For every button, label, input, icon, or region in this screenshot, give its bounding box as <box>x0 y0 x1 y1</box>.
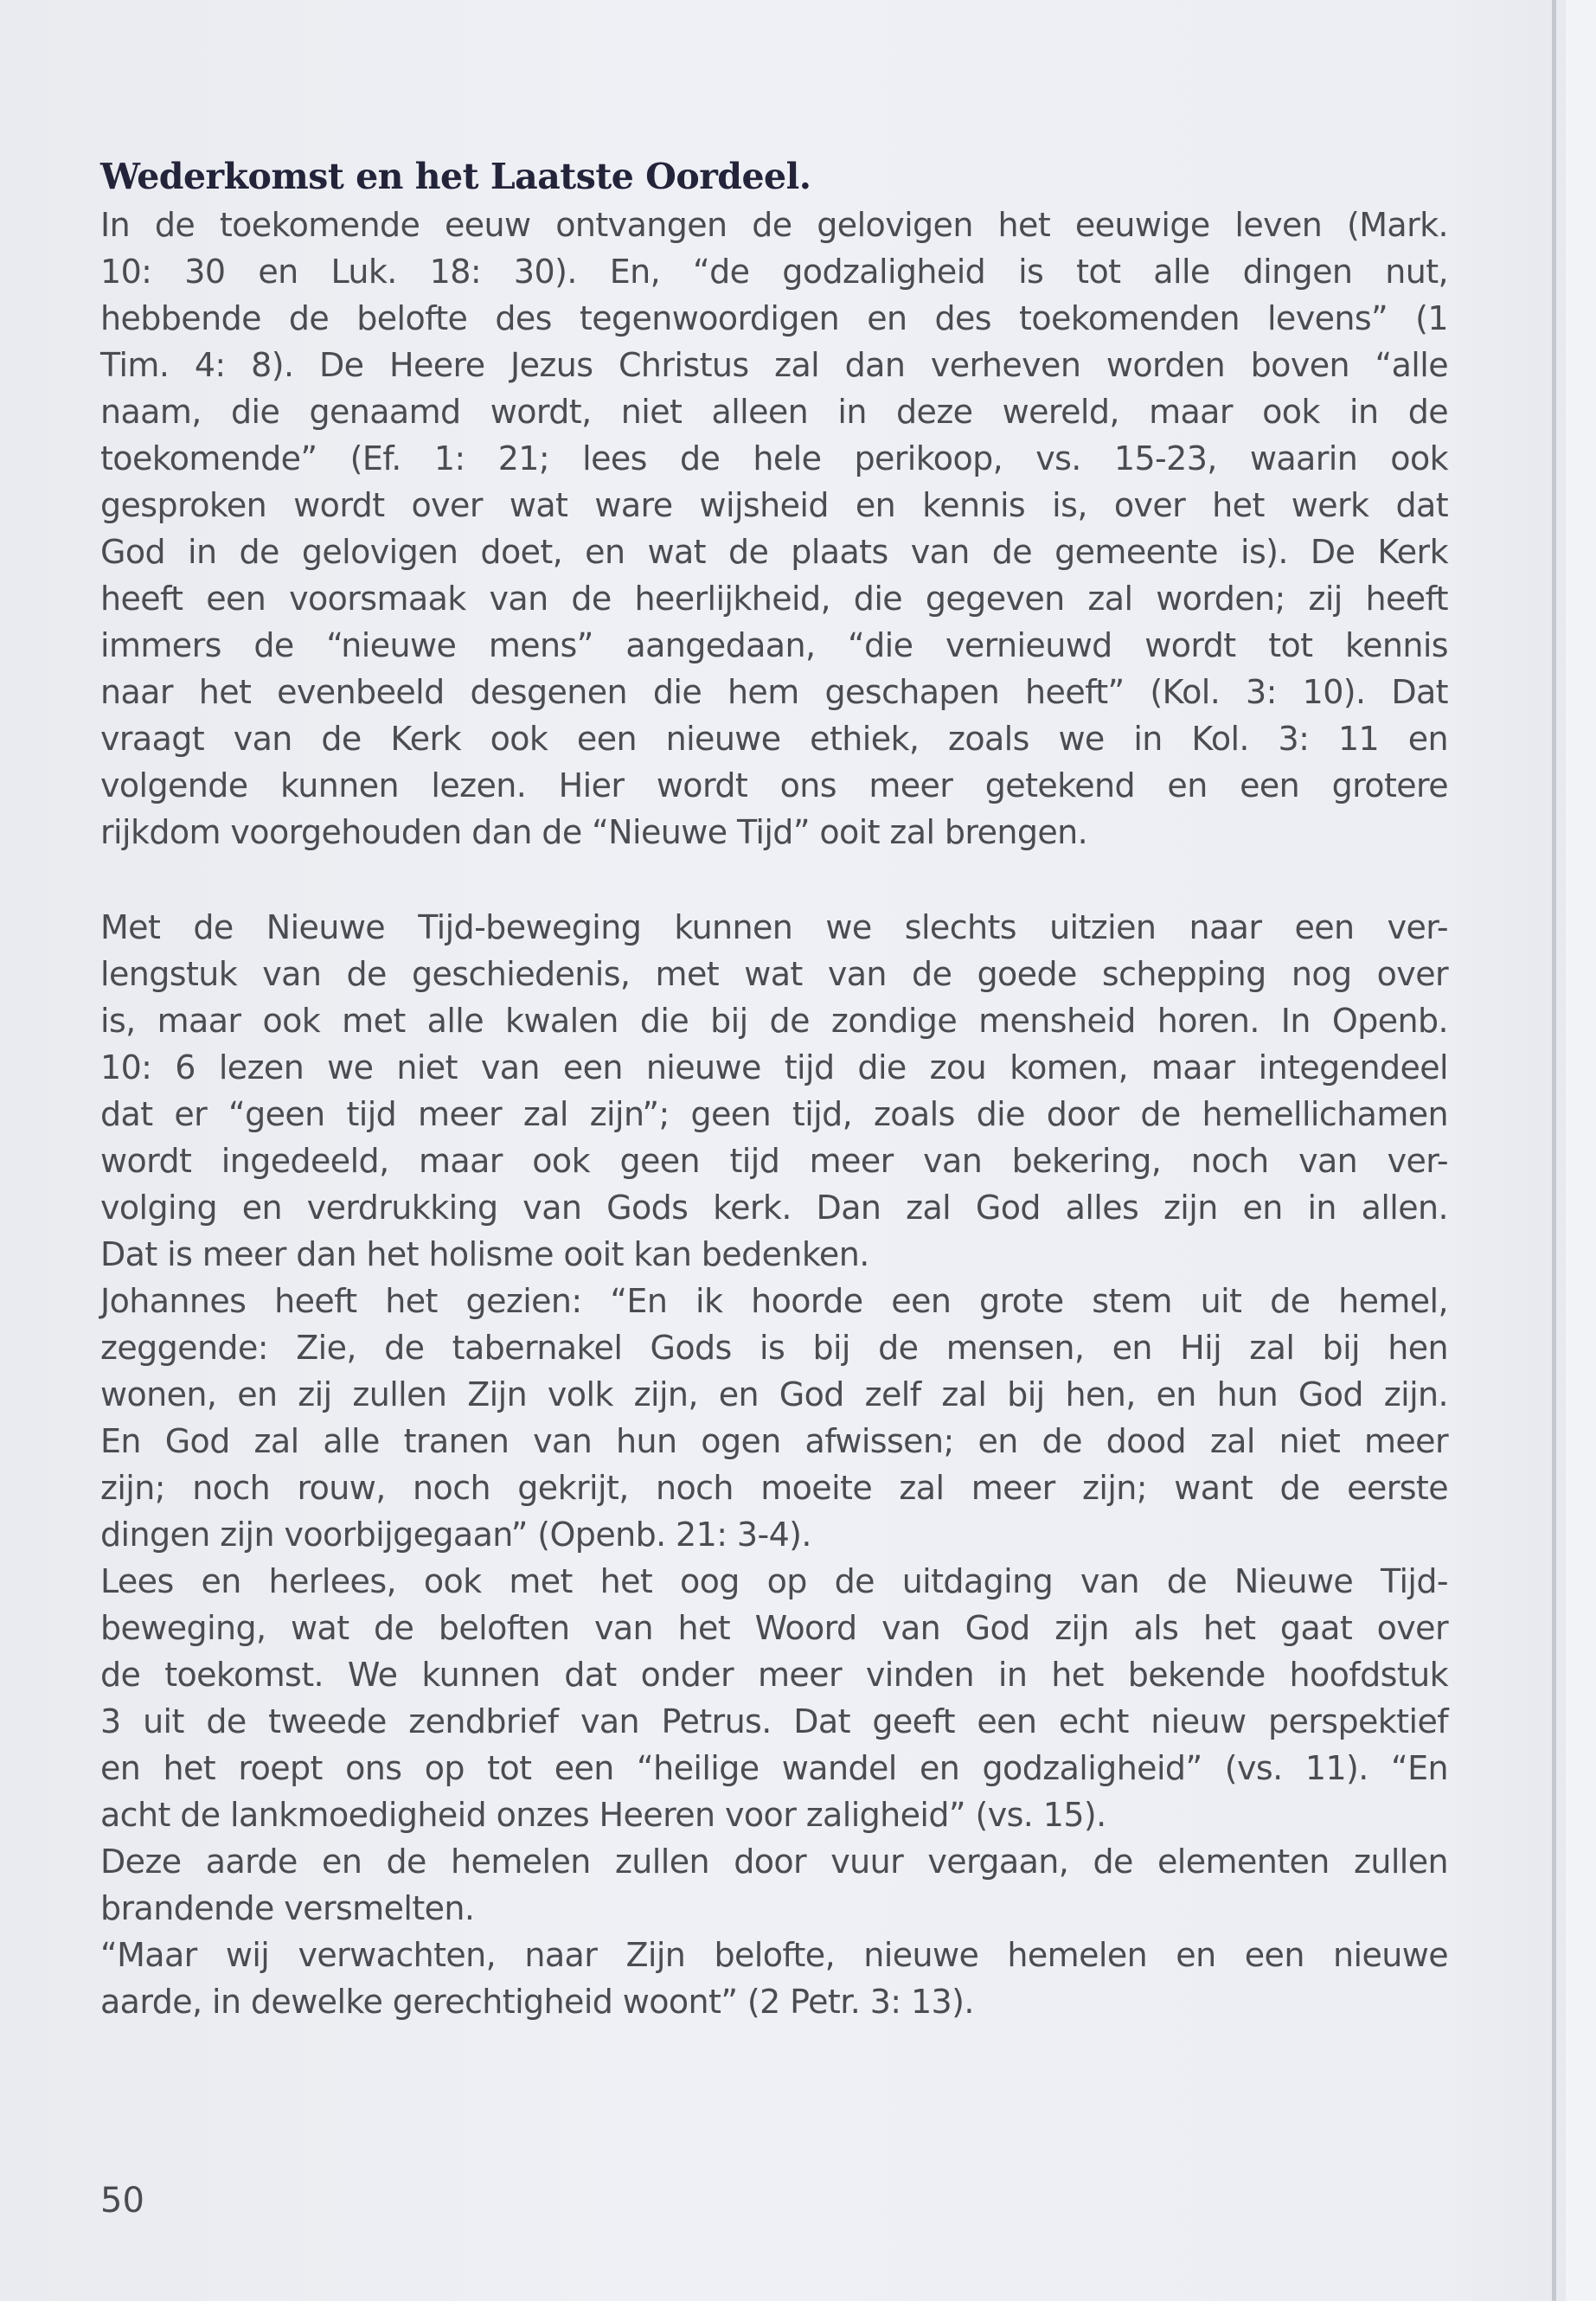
text-line: hebbende de belofte des tegenwoordigen en des toekomenden levens” (1 <box>100 299 1448 337</box>
text-line: immers de “nieuwe mens” aangedaan, “die vernieuwd wordt tot kennis <box>100 626 1448 664</box>
text-line: En God zal alle tranen van hun ogen afwissen; en de dood zal niet meer <box>100 1422 1448 1460</box>
text-line: 3 uit de tweede zendbrief van Petrus. Dat geeft een echt nieuw perspektief <box>100 1702 1448 1740</box>
text-line: Johannes heeft het gezien: “En ik hoorde een grote stem uit de hemel, <box>100 1282 1448 1320</box>
paragraph <box>100 202 1448 856</box>
text-line: is, maar ook met alle kwalen die bij de zondige mensheid horen. In Openb. <box>100 1002 1448 1040</box>
text-line: wordt ingedeeld, maar ook geen tijd meer van bekering, noch van ver- <box>100 1142 1448 1180</box>
text-line: volgende kunnen lezen. Hier wordt ons meer getekend en een grotere <box>100 766 1448 804</box>
text-line: Tim. 4: 8). De Heere Jezus Christus zal dan verheven worden boven “alle <box>100 346 1448 384</box>
text-line: Dat is meer dan het holisme ooit kan bedenken. <box>100 1235 869 1273</box>
paragraph <box>100 1278 1448 1558</box>
section-heading: Wederkomst en het Laatste Oordeel. <box>100 156 811 197</box>
paragraph <box>100 1932 1448 2025</box>
text-line: God in de gelovigen doet, en wat de plaats van de gemeente is). De Kerk <box>100 533 1448 571</box>
text-line: zijn; noch rouw, noch gekrijt, noch moeite zal meer zijn; want de eerste <box>100 1469 1448 1507</box>
text-line: gesproken wordt over wat ware wijsheid en kennis is, over het werk dat <box>100 486 1448 524</box>
text-line: en het roept ons op tot een “heilige wandel en godzaligheid” (vs. 11). “En <box>100 1749 1448 1787</box>
text-line: zeggende: Zie, de tabernakel Gods is bij de mensen, en Hij zal bij hen <box>100 1329 1448 1367</box>
text-line: volging en verdrukking van Gods kerk. Dan zal God alles zijn en in allen. <box>100 1189 1448 1227</box>
text-line: brandende versmelten. <box>100 1889 475 1927</box>
paragraph <box>100 1838 1448 1932</box>
text-line: “Maar wij verwachten, naar Zijn belofte, nieuwe hemelen en een nieuwe <box>100 1936 1448 1974</box>
text-line: lengstuk van de geschiedenis, met wat van de goede schepping nog over <box>100 955 1448 993</box>
text-line: rijkdom voorgehouden dan de “Nieuwe Tijd” ooit zal brengen. <box>100 813 1088 851</box>
text-line: 10: 30 en Luk. 18: 30). En, “de godzaligheid is tot alle dingen nut, <box>100 253 1448 291</box>
text-line: aarde, in dewelke gerechtigheid woont” (2 Petr. 3: 13). <box>100 1983 974 2021</box>
text-line: vraagt van de Kerk ook een nieuwe ethiek, zoals we in Kol. 3: 11 en <box>100 720 1448 758</box>
text-line: naar het evenbeeld desgenen die hem geschapen heeft” (Kol. 3: 10). Dat <box>100 673 1448 711</box>
body-text <box>100 202 1448 2025</box>
text-line: dat er “geen tijd meer zal zijn”; geen tijd, zoals die door de hemellichamen <box>100 1095 1448 1133</box>
text-line: wonen, en zij zullen Zijn volk zijn, en God zelf zal bij hen, en hun God zijn. <box>100 1375 1448 1413</box>
text-line: Lees en herlees, ook met het oog op de uitdaging van de Nieuwe Tijd- <box>100 1562 1448 1600</box>
text-line: beweging, wat de beloften van het Woord van God zijn als het gaat over <box>100 1609 1448 1647</box>
text-line: naam, die genaamd wordt, niet alleen in deze wereld, maar ook in de <box>100 393 1448 431</box>
text-line: toekomende” (Ef. 1: 21; lees de hele perikoop, vs. 15-23, waarin ook <box>100 439 1448 478</box>
page-binding-edge <box>1552 0 1556 2301</box>
text-line: acht de lankmoedigheid onzes Heeren voor zaligheid” (vs. 15). <box>100 1796 1106 1834</box>
text-line: Met de Nieuwe Tijd-beweging kunnen we slechts uitzien naar een ver- <box>100 908 1448 946</box>
paragraph <box>100 904 1448 1278</box>
text-line: In de toekomende eeuw ontvangen de gelovigen het eeuwige leven (Mark. <box>100 206 1448 244</box>
paragraph <box>100 1558 1448 1838</box>
page-outer-margin <box>1566 0 1596 2301</box>
text-line: de toekomst. We kunnen dat onder meer vinden in het bekende hoofdstuk <box>100 1656 1448 1694</box>
text-line: Deze aarde en de hemelen zullen door vuur vergaan, de elementen zullen <box>100 1843 1448 1881</box>
page-number: 50 <box>100 2181 144 2221</box>
text-line: heeft een voorsmaak van de heerlijkheid, die gegeven zal worden; zij heeft <box>100 580 1448 618</box>
text-line: 10: 6 lezen we niet van een nieuwe tijd die zou komen, maar integendeel <box>100 1048 1448 1086</box>
text-line: dingen zijn voorbijgegaan” (Openb. 21: 3-4). <box>100 1516 811 1554</box>
